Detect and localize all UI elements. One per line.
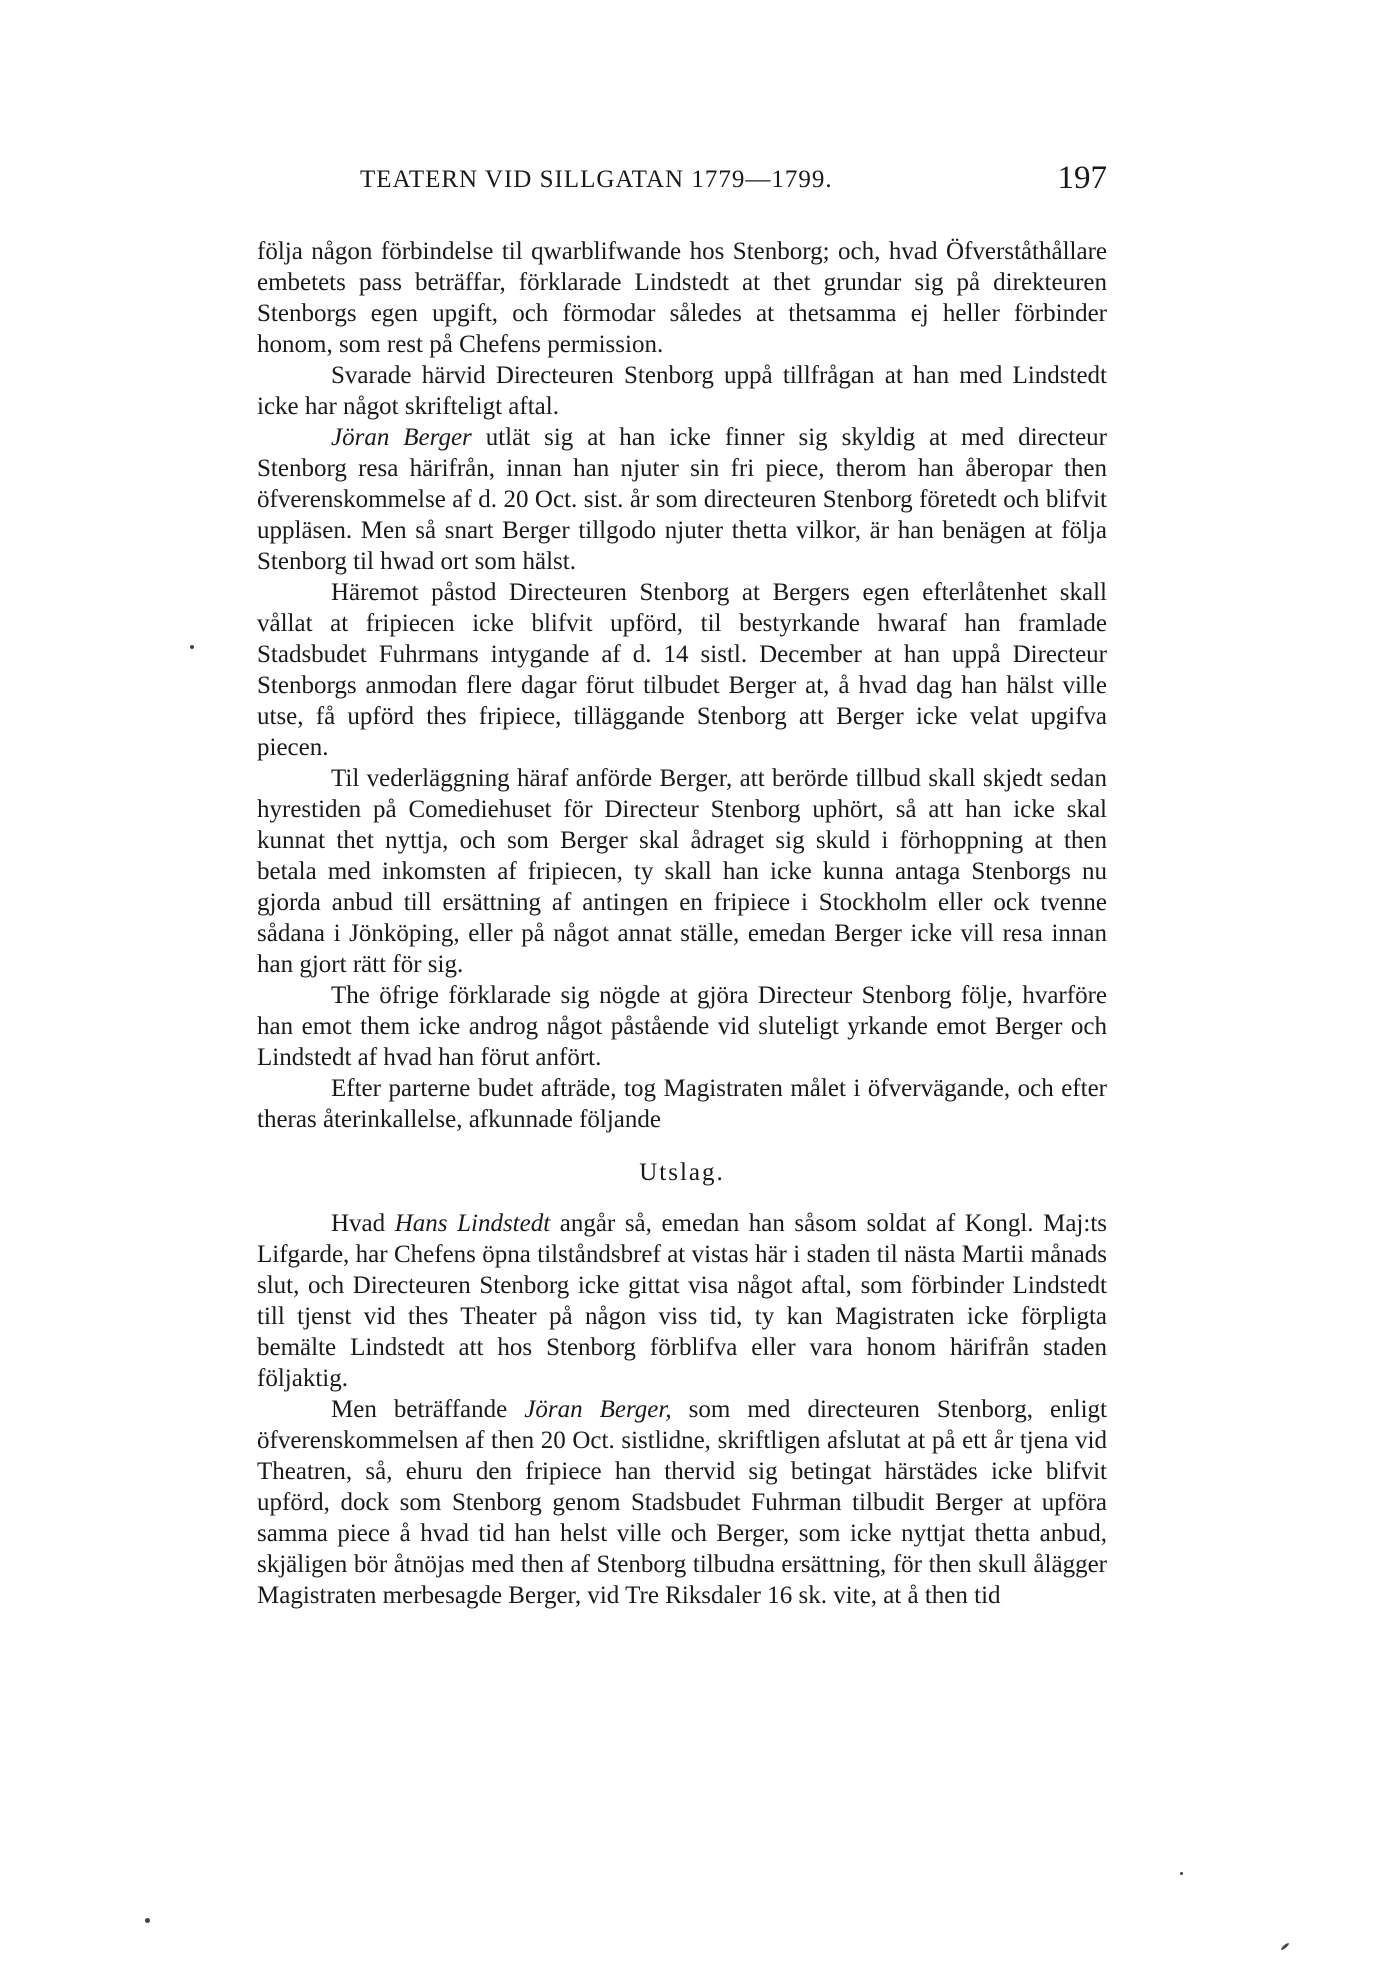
paragraph-8 bbox=[257, 1208, 1107, 1394]
margin-speck bbox=[145, 1918, 150, 1923]
paragraph-1: följa någon förbindelse til qwarblifwande hos Stenborg; och, hvad Öfverståthållare embetets pass beträffar, förklarade Lindstedt at thet grundar sig på direkteuren Stenborgs egen upgift, och förmodar således at thetsamma ej heller förbinder honom, som rest på Chefens permission. bbox=[257, 238, 1107, 358]
paragraph-7: Efter parterne budet afträde, tog Magistraten målet i öfvervägande, och efter theras återinkallelse, afkunnade följande bbox=[257, 1075, 1107, 1133]
paragraph-9-text: som med directeuren Stenborg, enligt öfverenskommelsen af then 20 Oct. sistlidne, skriftligen afslutat at på ett år tjena vid Theatren, så, ehuru den fripiece han thervid sig betingat härstädes icke blifvit upförd, dock som Stenborg genom Stadsbudet Fuhrman tilbudit Berger at upföra samma piece å hvad tid han helst ville och Berger, som icke nyttjat thetta anbud, skjäligen bör åtnöjas med then af Stenborg tilbudna ersättning, för then skull ålägger Magistraten merbesagde Berger, vid Tre Riksdaler 16 sk. vite, at å then tid bbox=[257, 1396, 1107, 1609]
paragraph-2: Svarade härvid Directeuren Stenborg uppå tillfrågan at han med Lindstedt icke har något skrifteligt aftal. bbox=[257, 362, 1107, 420]
margin-speck bbox=[1180, 1872, 1183, 1875]
margin-speck bbox=[190, 645, 194, 649]
page-header bbox=[257, 160, 1107, 204]
person-name: Jöran Berger bbox=[331, 424, 472, 451]
section-heading: Utslag. bbox=[639, 1159, 725, 1186]
paragraph-8-lead: Hvad bbox=[331, 1210, 395, 1237]
running-title: TEATERN VID SILLGATAN 1779—1799. bbox=[360, 166, 833, 193]
paragraph-4: Häremot påstod Directeuren Stenborg at Bergers egen efterlåtenhet skall vållat at fripiecen icke blifvit upförd, til bestyrkande hwaraf han framlade Stadsbudet Fuhrmans intygande af d. 14 sistl. December at han uppå Directeur Stenborgs anmodan flere dagar förut tilbudet Berger at, å hvad dag han hälst ville utse, få upförd thes fripiece, tilläggande Stenborg att Berger icke velat upgifva piecen. bbox=[257, 579, 1107, 761]
paragraph-9-lead: Men beträffande bbox=[331, 1396, 525, 1423]
paragraph-5: Til vederläggning häraf anförde Berger, att berörde tillbud skall skjedt sedan hyrestiden på Comediehuset för Directeur Stenborg uphört, så att han icke skal kunnat thet nyttja, och som Berger skal ådraget sig skuld i förhoppning at then betala med inkomsten af fripiecen, ty skall han icke kunna antaga Stenborgs nu gjorda anbud till ersättning af antingen en fripiece i Stockholm eller ock tvenne sådana i Jönköping, eller på något annat ställe, emedan Berger icke vill resa innan han gjort rätt för sig. bbox=[257, 765, 1107, 978]
paragraph-3-text: utlät sig at han icke finner sig skyldig at med directeur Stenborg resa härifrån, innan han njuter sin fri piece, therom han åberopar then öfverenskommelse af d. 20 Oct. sist. år som directeuren Stenborg företedt och blifvit uppläsen. Men så snart Berger tillgodo njuter thetta vilkor, är han benägen at följa Stenborg til hwad ort som hälst. bbox=[257, 424, 1107, 575]
body-text bbox=[257, 236, 1107, 1611]
paragraph-9 bbox=[257, 1394, 1107, 1611]
paragraph-3 bbox=[257, 422, 1107, 577]
person-name: Hans Lindstedt bbox=[394, 1210, 551, 1237]
margin-speck bbox=[1280, 1942, 1290, 1951]
page-number: 197 bbox=[1057, 160, 1107, 196]
paragraph-8-text: angår så, emedan han såsom soldat af Kongl. Maj:ts Lifgarde, har Chefens öpna tilståndsbref at vistas här i staden til nästa Martii månads slut, och Directeuren Stenborg icke gittat visa något aftal, som förbinder Lindstedt till tjenst vid thes Theater på någon viss tid, ty kan Magistraten icke förpligta bemälte Lindstedt att hos Stenborg förblifva eller vara honom härifrån staden följaktig. bbox=[257, 1210, 1107, 1392]
person-name: Jöran Berger, bbox=[524, 1396, 672, 1423]
paragraph-6: The öfrige förklarade sig nögde at gjöra Directeur Stenborg följe, hvarföre han emot them icke androg något påstående vid sluteligt yrkande emot Berger och Lindstedt af hvad han förut anfört. bbox=[257, 982, 1107, 1071]
